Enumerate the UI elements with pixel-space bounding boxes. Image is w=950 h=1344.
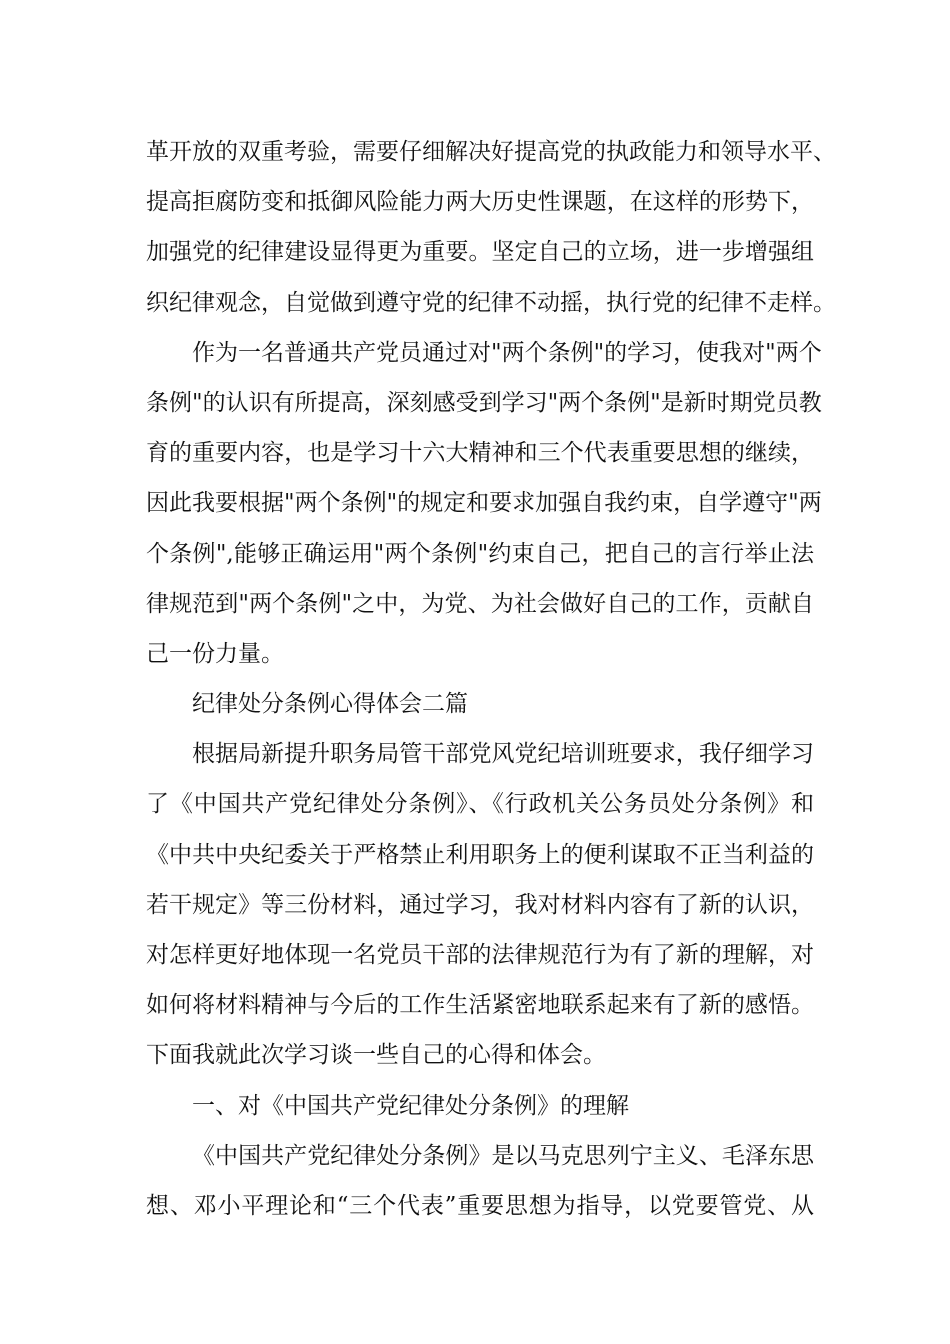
text-line: 织纪律观念，自觉做到遵守党的纪律不动摇，执行党的纪律不走样。 (146, 289, 836, 316)
text-line: 革开放的双重考验，需要仔细解决好提高党的执政能力和领导水平、 (146, 139, 836, 165)
text-line: 己一份力量。 (146, 640, 284, 667)
text-line: 律规范到"两个条例"之中，为党、为社会做好自己的工作，贡献自 (146, 590, 814, 617)
paragraph-first-line: 《中国共产党纪律处分条例》是以马克思列宁主义、毛泽东思 (192, 1142, 814, 1169)
text-line: 提高拒腐防变和抵御风险能力两大历史性课题，在这样的形势下， (146, 189, 814, 216)
text-line: 若干规定》等三份材料，通过学习，我对材料内容有了新的认识， (146, 891, 814, 918)
text-line: 加强党的纪律建设显得更为重要。坚定自己的立场，进一步增强组 (146, 239, 814, 266)
paragraph-first-line: 作为一名普通共产党员通过对"两个条例"的学习，使我对"两个 (192, 339, 822, 366)
text-line: 下面我就此次学习谈一些自己的心得和体会。 (146, 1042, 606, 1069)
text-line: 对怎样更好地体现一名党员干部的法律规范行为有了新的理解，对 (146, 942, 814, 968)
paragraph-first-line: 根据局新提升职务局管干部党风党纪培训班要求，我仔细学习 (192, 741, 814, 768)
text-line: 个条例",能够正确运用"两个条例"约束自己，把自己的言行举止法 (146, 540, 814, 567)
document-body (146, 127, 836, 1231)
text-line: 条例"的认识有所提高，深刻感受到学习"两个条例"是新时期党员教 (146, 389, 822, 416)
text-line: 了《中国共产党纪律处分条例》、《行政机关公务员处分条例》和 (146, 791, 814, 818)
subsection-heading: 一、对《中国共产党纪律处分条例》的理解 (192, 1092, 629, 1119)
text-line: 《中共中央纪委关于严格禁止利用职务上的便利谋取不正当利益的 (146, 841, 814, 868)
section-heading: 纪律处分条例心得体会二篇 (192, 691, 468, 718)
text-line: 育的重要内容，也是学习十六大精神和三个代表重要思想的继续， (146, 440, 814, 467)
text-line: 如何将材料精神与今后的工作生活紧密地联系起来有了新的感悟。 (146, 992, 814, 1019)
text-line: 因此我要根据"两个条例"的规定和要求加强自我约束，自学遵守"两 (146, 490, 822, 517)
text-line: 想、邓小平理论和“三个代表”重要思想为指导，以党要管党、从 (146, 1192, 814, 1219)
